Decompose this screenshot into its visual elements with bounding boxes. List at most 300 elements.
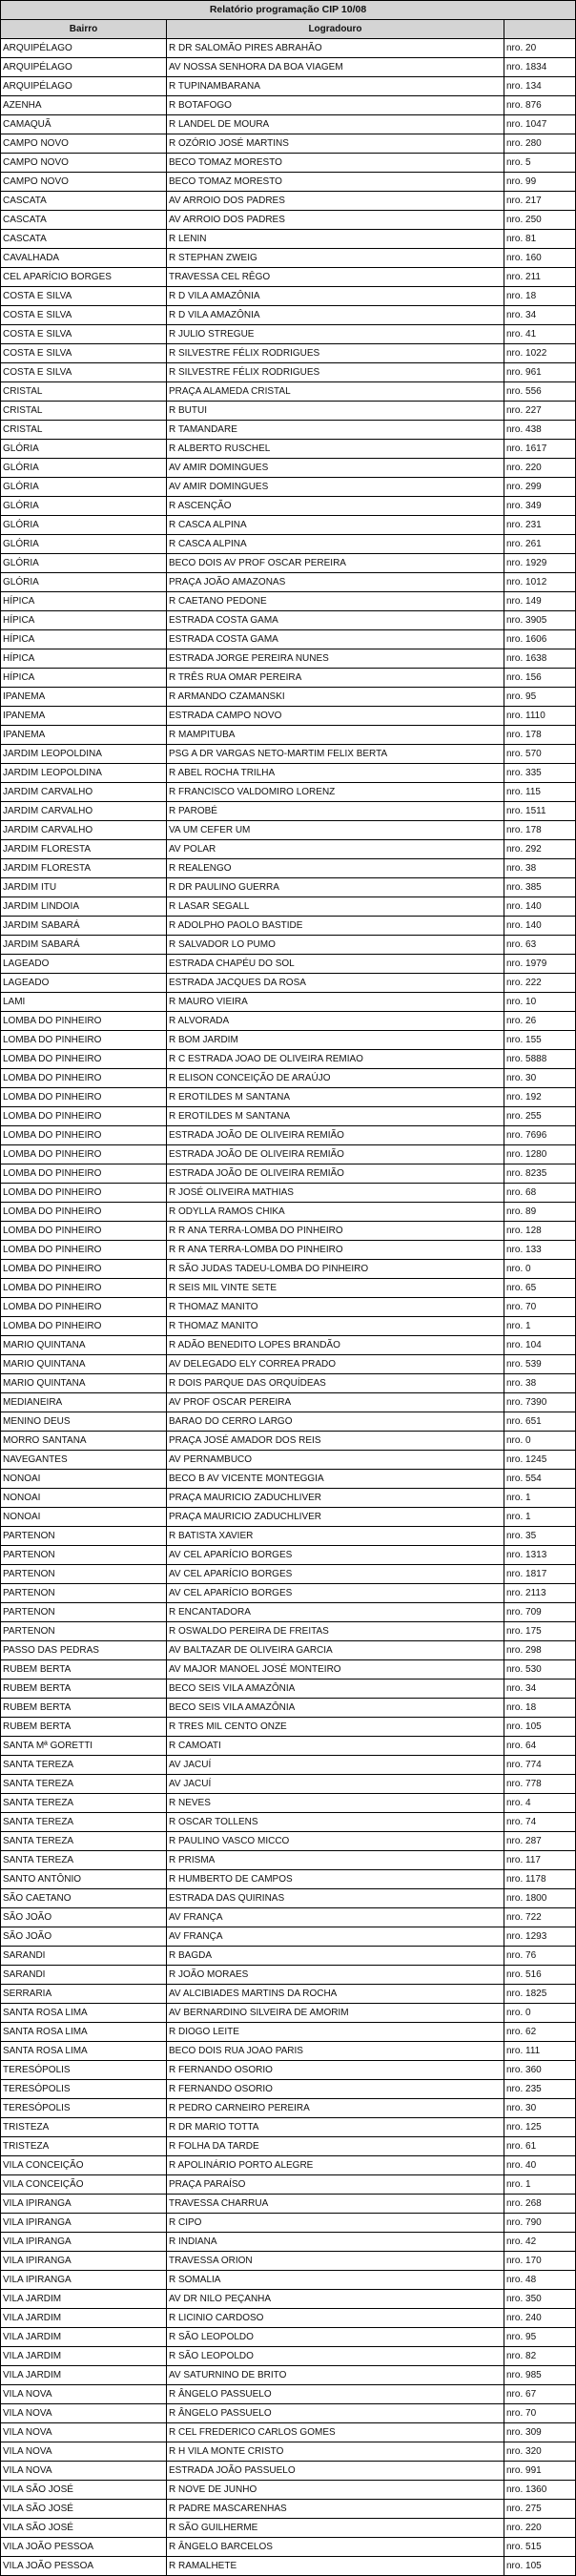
cell-numero: nro. 134	[504, 77, 576, 96]
cell-bairro: GLÓRIA	[1, 459, 167, 478]
cell-logradouro: R SÃO JUDAS TADEU-LOMBA DO PINHEIRO	[167, 1260, 504, 1279]
cell-logradouro: PRAÇA JOSÉ AMADOR DOS REIS	[167, 1432, 504, 1451]
cell-logradouro: PRAÇA MAURICIO ZADUCHLIVER	[167, 1489, 504, 1508]
cell-logradouro: R R ANA TERRA-LOMBA DO PINHEIRO	[167, 1222, 504, 1241]
table-row	[1, 2290, 576, 2309]
cell-numero: nro. 227	[504, 402, 576, 421]
cell-bairro: LOMBA DO PINHEIRO	[1, 1279, 167, 1298]
cell-numero: nro. 235	[504, 2080, 576, 2099]
cell-logradouro: R CAMOATI	[167, 1737, 504, 1756]
cell-logradouro: AV FRANÇA	[167, 1927, 504, 1947]
table-row	[1, 1164, 576, 1184]
cell-bairro: COSTA E SILVA	[1, 306, 167, 325]
cell-logradouro: ESTRADA JOÃO DE OLIVEIRA REMIÃO	[167, 1126, 504, 1145]
cell-bairro: GLÓRIA	[1, 440, 167, 459]
cell-logradouro: AV SATURNINO DE BRITO	[167, 2366, 504, 2385]
cell-logradouro: PRAÇA JOÃO AMAZONAS	[167, 573, 504, 592]
cell-numero: nro. 1	[504, 2175, 576, 2195]
cell-bairro: ARQUIPÉLAGO	[1, 58, 167, 77]
cell-bairro: VILA NOVA	[1, 2462, 167, 2481]
table-row	[1, 955, 576, 974]
table-row	[1, 134, 576, 154]
cell-bairro: CAMPO NOVO	[1, 154, 167, 173]
cell-logradouro: R THOMAZ MANITO	[167, 1298, 504, 1317]
cell-bairro: CASCATA	[1, 192, 167, 211]
cell-numero: nro. 539	[504, 1355, 576, 1374]
table-row	[1, 1298, 576, 1317]
cell-logradouro: R APOLINÁRIO PORTO ALEGRE	[167, 2156, 504, 2175]
table-row	[1, 497, 576, 516]
table-row	[1, 611, 576, 630]
cell-bairro: VILA SÃO JOSÉ	[1, 2500, 167, 2519]
cell-numero: nro. 991	[504, 2462, 576, 2481]
cell-logradouro: R D VILA AMAZÔNIA	[167, 306, 504, 325]
cell-bairro: VILA IPIRANGA	[1, 2195, 167, 2214]
table-row	[1, 58, 576, 77]
cell-numero: nro. 280	[504, 134, 576, 154]
cell-bairro: VILA IPIRANGA	[1, 2252, 167, 2271]
cell-numero: nro. 1	[504, 1317, 576, 1336]
cell-logradouro: R ASCENÇÃO	[167, 497, 504, 516]
table-row	[1, 39, 576, 58]
cell-bairro: RUBEM BERTA	[1, 1660, 167, 1680]
cell-numero: nro. 774	[504, 1756, 576, 1775]
table-row	[1, 268, 576, 287]
cell-bairro: VILA CONCEIÇÃO	[1, 2156, 167, 2175]
table-row	[1, 2271, 576, 2290]
cell-numero: nro. 111	[504, 2042, 576, 2061]
cell-logradouro: R JULIO STREGUE	[167, 325, 504, 344]
cell-logradouro: R PRISMA	[167, 1851, 504, 1870]
table-row	[1, 344, 576, 363]
cell-numero: nro. 70	[504, 1298, 576, 1317]
table-row	[1, 1107, 576, 1126]
cell-bairro: LAGEADO	[1, 955, 167, 974]
cell-logradouro: R NOVE DE JUNHO	[167, 2481, 504, 2500]
table-row	[1, 1432, 576, 1451]
cell-numero: nro. 1	[504, 1508, 576, 1527]
cell-logradouro: R FERNANDO OSORIO	[167, 2061, 504, 2080]
cell-logradouro: R TUPINAMBARANA	[167, 77, 504, 96]
cell-bairro: COSTA E SILVA	[1, 344, 167, 363]
table-row	[1, 77, 576, 96]
cell-numero: nro. 95	[504, 688, 576, 707]
cell-logradouro: R JOÃO MORAES	[167, 1966, 504, 1985]
cell-logradouro: R SÃO GUILHERME	[167, 2519, 504, 2538]
cell-logradouro: R STEPHAN ZWEIG	[167, 249, 504, 268]
table-row	[1, 936, 576, 955]
cell-bairro: CRISTAL	[1, 382, 167, 402]
table-row	[1, 2233, 576, 2252]
cell-numero: nro. 10	[504, 993, 576, 1012]
cell-bairro: RUBEM BERTA	[1, 1699, 167, 1718]
cell-logradouro: R OZÓRIO JOSÉ MARTINS	[167, 134, 504, 154]
cell-numero: nro. 156	[504, 669, 576, 688]
cell-bairro: TERESÓPOLIS	[1, 2080, 167, 2099]
cell-bairro: CAMPO NOVO	[1, 173, 167, 192]
table-row	[1, 917, 576, 936]
cell-logradouro: R BOTAFOGO	[167, 96, 504, 115]
cell-numero: nro. 70	[504, 2404, 576, 2423]
table-row	[1, 1832, 576, 1851]
cell-logradouro: R ADOLPHO PAOLO BASTIDE	[167, 917, 504, 936]
cell-logradouro: BECO DOIS RUA JOAO PARIS	[167, 2042, 504, 2061]
cell-logradouro: R ARMANDO CZAMANSKI	[167, 688, 504, 707]
cell-bairro: LOMBA DO PINHEIRO	[1, 1184, 167, 1203]
title-row	[1, 1, 576, 20]
cell-bairro: GLÓRIA	[1, 478, 167, 497]
cell-numero: nro. 530	[504, 1660, 576, 1680]
cell-logradouro: R ALVORADA	[167, 1012, 504, 1031]
table-row	[1, 2214, 576, 2233]
cell-bairro: TRISTEZA	[1, 2118, 167, 2137]
cell-logradouro: BECO TOMAZ MORESTO	[167, 173, 504, 192]
cell-logradouro: TRAVESSA CEL RÊGO	[167, 268, 504, 287]
cell-numero: nro. 48	[504, 2271, 576, 2290]
table-row	[1, 2080, 576, 2099]
table-row	[1, 592, 576, 611]
table-row	[1, 1126, 576, 1145]
cell-logradouro: TRAVESSA ORION	[167, 2252, 504, 2271]
cell-bairro: LOMBA DO PINHEIRO	[1, 1317, 167, 1336]
cell-bairro: NONOAI	[1, 1470, 167, 1489]
cell-numero: nro. 268	[504, 2195, 576, 2214]
cell-numero: nro. 709	[504, 1603, 576, 1622]
cell-bairro: JARDIM CARVALHO	[1, 802, 167, 821]
table-row	[1, 688, 576, 707]
cell-logradouro: R HUMBERTO DE CAMPOS	[167, 1870, 504, 1889]
table-row	[1, 1908, 576, 1927]
cell-logradouro: ESTRADA CAMPO NOVO	[167, 707, 504, 726]
cell-logradouro: R LICINIO CARDOSO	[167, 2309, 504, 2328]
table-row	[1, 649, 576, 669]
table-row	[1, 1336, 576, 1355]
table-row	[1, 2309, 576, 2328]
cell-bairro: LOMBA DO PINHEIRO	[1, 1260, 167, 1279]
cell-numero: nro. 790	[504, 2214, 576, 2233]
cell-bairro: LOMBA DO PINHEIRO	[1, 1145, 167, 1164]
cell-bairro: JARDIM SABARÁ	[1, 917, 167, 936]
table-row	[1, 1451, 576, 1470]
cell-bairro: SANTA ROSA LIMA	[1, 2023, 167, 2042]
header-row	[1, 20, 576, 39]
cell-bairro: VILA SÃO JOSÉ	[1, 2519, 167, 2538]
cell-numero: nro. 0	[504, 2004, 576, 2023]
cell-numero: nro. 67	[504, 2385, 576, 2404]
table-row	[1, 878, 576, 897]
table-row	[1, 669, 576, 688]
cell-bairro: NONOAI	[1, 1508, 167, 1527]
cell-bairro: SÃO JOÃO	[1, 1927, 167, 1947]
cell-numero: nro. 65	[504, 1279, 576, 1298]
table-row	[1, 1012, 576, 1031]
cell-bairro: SANTA Mª GORETTI	[1, 1737, 167, 1756]
cell-logradouro: AV MAJOR MANOEL JOSÉ MONTEIRO	[167, 1660, 504, 1680]
table-row	[1, 2347, 576, 2366]
table-row	[1, 707, 576, 726]
table-row	[1, 783, 576, 802]
cell-logradouro: R SALVADOR LO PUMO	[167, 936, 504, 955]
cell-numero: nro. 38	[504, 859, 576, 878]
cell-bairro: VILA JARDIM	[1, 2309, 167, 2328]
table-row	[1, 2385, 576, 2404]
cell-numero: nro. 1293	[504, 1927, 576, 1947]
cell-bairro: PARTENON	[1, 1546, 167, 1565]
cell-numero: nro. 34	[504, 306, 576, 325]
cell-bairro: AZENHA	[1, 96, 167, 115]
cell-numero: nro. 299	[504, 478, 576, 497]
cell-bairro: VILA JARDIM	[1, 2328, 167, 2347]
cell-logradouro: R ADÃO BENEDITO LOPES BRANDÃO	[167, 1336, 504, 1355]
cell-logradouro: R REALENGO	[167, 859, 504, 878]
table-row	[1, 1584, 576, 1603]
cell-bairro: GLÓRIA	[1, 535, 167, 554]
cell-logradouro: AV AMIR DOMINGUES	[167, 478, 504, 497]
cell-bairro: MEDIANEIRA	[1, 1393, 167, 1412]
cell-bairro: NAVEGANTES	[1, 1451, 167, 1470]
cell-numero: nro. 1511	[504, 802, 576, 821]
cell-logradouro: AV DELEGADO ELY CORREA PRADO	[167, 1355, 504, 1374]
table-row	[1, 726, 576, 745]
table-row	[1, 840, 576, 859]
cell-numero: nro. 61	[504, 2137, 576, 2156]
cell-logradouro: VA UM CEFER UM	[167, 821, 504, 840]
cell-numero: nro. 292	[504, 840, 576, 859]
cell-logradouro: R SILVESTRE FÉLIX RODRIGUES	[167, 363, 504, 382]
cell-bairro: HÍPICA	[1, 649, 167, 669]
cell-logradouro: R ODYLLA RAMOS CHIKA	[167, 1203, 504, 1222]
cell-numero: nro. 1313	[504, 1546, 576, 1565]
table-row	[1, 1050, 576, 1069]
cell-logradouro: R EROTILDES M SANTANA	[167, 1107, 504, 1126]
cell-numero: nro. 516	[504, 1966, 576, 1985]
cell-bairro: LOMBA DO PINHEIRO	[1, 1050, 167, 1069]
cell-bairro: IPANEMA	[1, 688, 167, 707]
cell-logradouro: R RAMALHETE	[167, 2557, 504, 2576]
cell-logradouro: R DOIS PARQUE DAS ORQUÍDEAS	[167, 1374, 504, 1393]
table-row	[1, 2156, 576, 2175]
table-row	[1, 1699, 576, 1718]
table-row	[1, 459, 576, 478]
table-row	[1, 325, 576, 344]
cell-logradouro: R ABEL ROCHA TRILHA	[167, 764, 504, 783]
cell-bairro: VILA JOÃO PESSOA	[1, 2557, 167, 2576]
table-row	[1, 2404, 576, 2423]
cell-bairro: IPANEMA	[1, 707, 167, 726]
cell-numero: nro. 961	[504, 363, 576, 382]
cell-bairro: VILA NOVA	[1, 2442, 167, 2462]
cell-bairro: TERESÓPOLIS	[1, 2099, 167, 2118]
cell-logradouro: R LENIN	[167, 230, 504, 249]
cell-logradouro: AV ALCIBIADES MARTINS DA ROCHA	[167, 1985, 504, 2004]
cell-bairro: LOMBA DO PINHEIRO	[1, 1241, 167, 1260]
cell-logradouro: PRAÇA PARAÍSO	[167, 2175, 504, 2195]
cell-numero: nro. 34	[504, 1680, 576, 1699]
cell-numero: nro. 360	[504, 2061, 576, 2080]
cell-bairro: JARDIM FLORESTA	[1, 859, 167, 878]
cell-logradouro: R FRANCISCO VALDOMIRO LORENZ	[167, 783, 504, 802]
cell-logradouro: R TRÊS RUA OMAR PEREIRA	[167, 669, 504, 688]
cell-logradouro: R BUTUI	[167, 402, 504, 421]
cell-numero: nro. 35	[504, 1527, 576, 1546]
cell-numero: nro. 149	[504, 592, 576, 611]
cell-numero: nro. 1817	[504, 1565, 576, 1584]
cell-logradouro: R SOMALIA	[167, 2271, 504, 2290]
cell-bairro: SANTA TEREZA	[1, 1832, 167, 1851]
cell-bairro: HÍPICA	[1, 669, 167, 688]
cell-numero: nro. 1	[504, 1489, 576, 1508]
table-row	[1, 1031, 576, 1050]
table-row	[1, 1470, 576, 1489]
table-row	[1, 2557, 576, 2576]
cell-numero: nro. 8235	[504, 1164, 576, 1184]
cell-numero: nro. 104	[504, 1336, 576, 1355]
table-row	[1, 2175, 576, 2195]
cell-numero: nro. 1825	[504, 1985, 576, 2004]
cell-numero: nro. 30	[504, 1069, 576, 1088]
cell-numero: nro. 140	[504, 917, 576, 936]
table-row	[1, 249, 576, 268]
cell-logradouro: ESTRADA JORGE PEREIRA NUNES	[167, 649, 504, 669]
cell-numero: nro. 220	[504, 459, 576, 478]
cell-numero: nro. 5	[504, 154, 576, 173]
cell-bairro: JARDIM CARVALHO	[1, 783, 167, 802]
cell-numero: nro. 89	[504, 1203, 576, 1222]
cell-bairro: PASSO DAS PEDRAS	[1, 1641, 167, 1660]
cell-bairro: RUBEM BERTA	[1, 1680, 167, 1699]
cell-bairro: LOMBA DO PINHEIRO	[1, 1203, 167, 1222]
cell-bairro: VILA IPIRANGA	[1, 2233, 167, 2252]
cell-numero: nro. 722	[504, 1908, 576, 1927]
cell-bairro: HÍPICA	[1, 611, 167, 630]
table-row	[1, 1985, 576, 2004]
cell-numero: nro. 385	[504, 878, 576, 897]
table-row	[1, 402, 576, 421]
cell-bairro: NONOAI	[1, 1489, 167, 1508]
cell-bairro: TERESÓPOLIS	[1, 2061, 167, 2080]
cell-logradouro: R DIOGO LEITE	[167, 2023, 504, 2042]
cell-numero: nro. 1929	[504, 554, 576, 573]
cell-bairro: VILA JOÃO PESSOA	[1, 2538, 167, 2557]
table-row	[1, 1889, 576, 1908]
cell-logradouro: ESTRADA COSTA GAMA	[167, 630, 504, 649]
table-row	[1, 96, 576, 115]
cell-bairro: LOMBA DO PINHEIRO	[1, 1088, 167, 1107]
cell-bairro: JARDIM LEOPOLDINA	[1, 745, 167, 764]
cell-logradouro: R SILVESTRE FÉLIX RODRIGUES	[167, 344, 504, 363]
cell-logradouro: R LANDEL DE MOURA	[167, 115, 504, 134]
table-row	[1, 1069, 576, 1088]
table-row	[1, 802, 576, 821]
cell-logradouro: AV PERNAMBUCO	[167, 1451, 504, 1470]
cell-bairro: JARDIM SABARÁ	[1, 936, 167, 955]
cell-numero: nro. 175	[504, 1622, 576, 1641]
table-row	[1, 173, 576, 192]
cell-logradouro: BARAO DO CERRO LARGO	[167, 1412, 504, 1432]
cell-numero: nro. 99	[504, 173, 576, 192]
cell-numero: nro. 133	[504, 1241, 576, 1260]
cell-logradouro: ESTRADA DAS QUIRINAS	[167, 1889, 504, 1908]
cell-bairro: RUBEM BERTA	[1, 1718, 167, 1737]
cell-bairro: MARIO QUINTANA	[1, 1336, 167, 1355]
cell-numero: nro. 140	[504, 897, 576, 917]
cell-logradouro: ESTRADA COSTA GAMA	[167, 611, 504, 630]
table-row	[1, 1794, 576, 1813]
table-row	[1, 1145, 576, 1164]
cell-logradouro: R OSCAR TOLLENS	[167, 1813, 504, 1832]
cell-bairro: MORRO SANTANA	[1, 1432, 167, 1451]
cell-logradouro: R MAMPITUBA	[167, 726, 504, 745]
table-row	[1, 1966, 576, 1985]
cell-numero: nro. 211	[504, 268, 576, 287]
cell-logradouro: AV POLAR	[167, 840, 504, 859]
cell-bairro: LOMBA DO PINHEIRO	[1, 1164, 167, 1184]
cell-numero: nro. 778	[504, 1775, 576, 1794]
cell-logradouro: R BOM JARDIM	[167, 1031, 504, 1050]
cell-numero: nro. 76	[504, 1947, 576, 1966]
cell-logradouro: R CASCA ALPINA	[167, 535, 504, 554]
cell-numero: nro. 1110	[504, 707, 576, 726]
cell-logradouro: R CAETANO PEDONE	[167, 592, 504, 611]
cell-bairro: JARDIM CARVALHO	[1, 821, 167, 840]
table-row	[1, 2252, 576, 2271]
table-row	[1, 1260, 576, 1279]
cell-logradouro: R PADRE MASCARENHAS	[167, 2500, 504, 2519]
cell-bairro: LOMBA DO PINHEIRO	[1, 1069, 167, 1088]
cell-logradouro: R BATISTA XAVIER	[167, 1527, 504, 1546]
table-row	[1, 2481, 576, 2500]
cell-logradouro: ESTRADA JOÃO DE OLIVEIRA REMIÃO	[167, 1145, 504, 1164]
table-row	[1, 230, 576, 249]
table-row	[1, 516, 576, 535]
cell-numero: nro. 7390	[504, 1393, 576, 1412]
cell-bairro: CASCATA	[1, 211, 167, 230]
cell-bairro: SANTA TEREZA	[1, 1775, 167, 1794]
table-row	[1, 1660, 576, 1680]
cell-logradouro: R ELISON CONCEIÇÃO DE ARAÚJO	[167, 1069, 504, 1088]
cell-bairro: VILA NOVA	[1, 2385, 167, 2404]
cell-numero: nro. 985	[504, 2366, 576, 2385]
cell-logradouro: PRAÇA MAURICIO ZADUCHLIVER	[167, 1508, 504, 1527]
cell-numero: nro. 349	[504, 497, 576, 516]
table-row	[1, 2366, 576, 2385]
cell-logradouro: TRAVESSA CHARRUA	[167, 2195, 504, 2214]
cell-bairro: JARDIM ITU	[1, 878, 167, 897]
table-row	[1, 1317, 576, 1336]
cell-bairro: SANTA ROSA LIMA	[1, 2004, 167, 2023]
cell-bairro: CEL APARÍCIO BORGES	[1, 268, 167, 287]
cell-numero: nro. 250	[504, 211, 576, 230]
cell-logradouro: R TAMANDARE	[167, 421, 504, 440]
cell-numero: nro. 178	[504, 821, 576, 840]
cell-numero: nro. 1800	[504, 1889, 576, 1908]
table-row	[1, 897, 576, 917]
cell-numero: nro. 255	[504, 1107, 576, 1126]
cell-logradouro: R FERNANDO OSORIO	[167, 2080, 504, 2099]
cell-bairro: PARTENON	[1, 1565, 167, 1584]
cell-numero: nro. 192	[504, 1088, 576, 1107]
table-row	[1, 2004, 576, 2023]
cell-bairro: GLÓRIA	[1, 516, 167, 535]
cell-bairro: HÍPICA	[1, 630, 167, 649]
cell-logradouro: R R ANA TERRA-LOMBA DO PINHEIRO	[167, 1241, 504, 1260]
table-row	[1, 440, 576, 459]
table-row	[1, 859, 576, 878]
cell-numero: nro. 222	[504, 974, 576, 993]
cell-numero: nro. 1360	[504, 2481, 576, 2500]
cell-bairro: PARTENON	[1, 1527, 167, 1546]
cell-numero: nro. 515	[504, 2538, 576, 2557]
